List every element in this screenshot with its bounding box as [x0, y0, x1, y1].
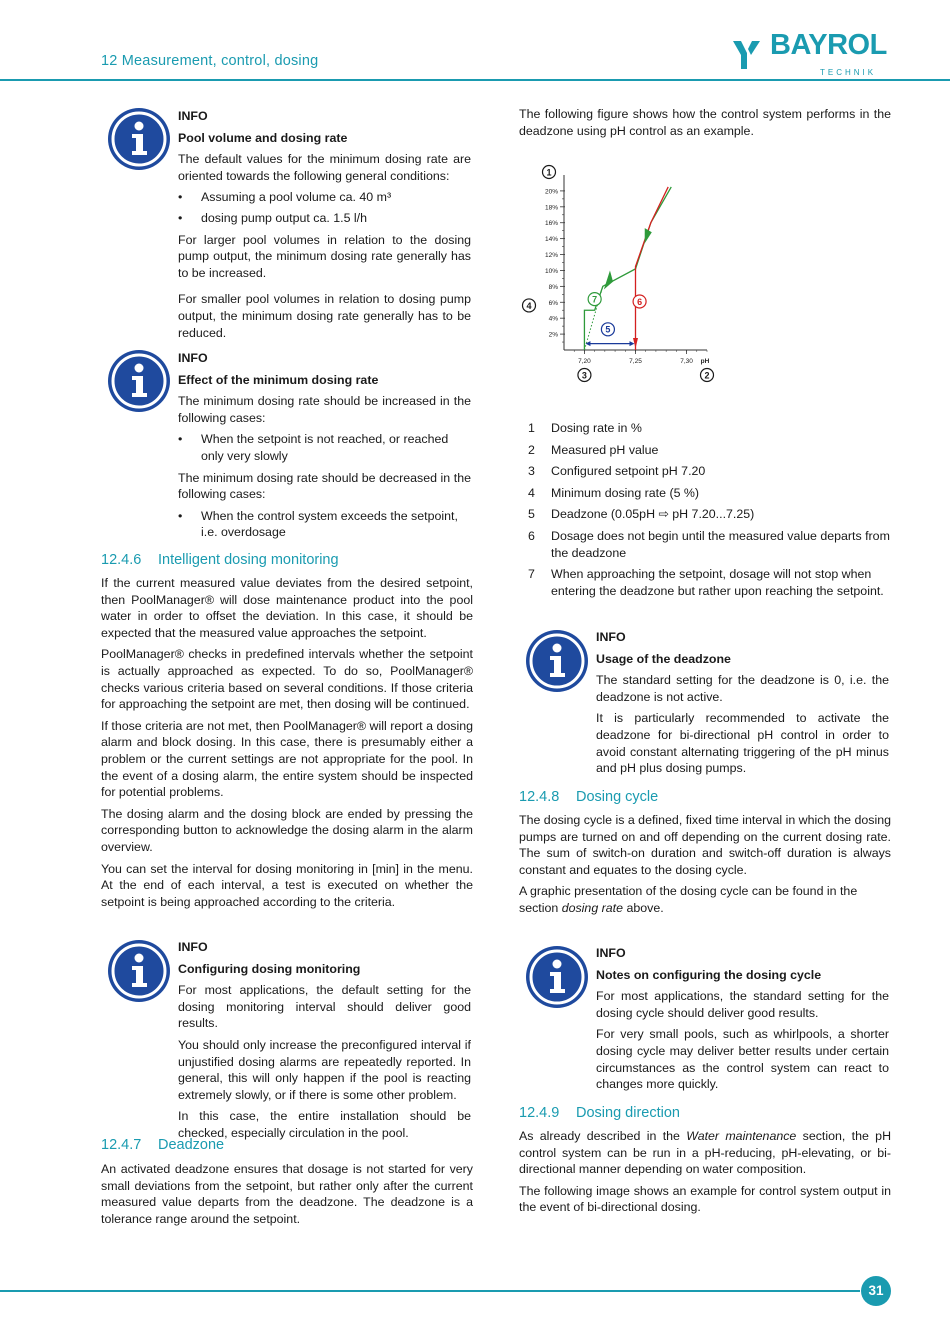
marker-label: 4 — [526, 300, 532, 311]
paragraph — [519, 883, 891, 916]
deadzone-arrow-right — [630, 341, 635, 346]
bayrol-logo — [730, 29, 890, 77]
bullet-list — [178, 189, 471, 226]
text-run: A graphic presentation of the dosing cycle can be found in the section — [519, 884, 858, 915]
paragraph: The following figure shows how the control system performs in the deadzone using pH control as an example. — [519, 107, 891, 138]
marker-label: 7 — [592, 294, 598, 305]
legend-text: Configured setpoint pH 7.20 — [551, 464, 706, 479]
info-icon — [106, 938, 172, 1004]
section-title: Deadzone — [158, 1137, 225, 1153]
list-item: • dosing pump output ca. 1.5 l/h — [178, 210, 471, 227]
deadzone-chart — [517, 160, 717, 400]
marker-label: 3 — [581, 370, 587, 381]
info-paragraph: The minimum dosing rate should be decreased in the following cases: — [178, 470, 471, 502]
section-number: 12.4.7 — [101, 1137, 142, 1153]
section-heading-12-4-7 — [101, 1137, 224, 1154]
legend-item — [528, 420, 898, 437]
paragraph: PoolManager® checks in predefined intervals whether the setpoint is actually approached as expected. To do so, PoolManager® checks various criteria based on several conditions. If those criteria for approaching the setpoint are met, then dosing will be continued. — [101, 647, 473, 712]
emphasis-text: Water maintenance — [686, 1129, 797, 1143]
y-tick-label: 18% — [544, 204, 558, 212]
section-heading-12-4-8 — [519, 789, 658, 806]
marker-label: 1 — [546, 167, 552, 178]
legend-number: 4 — [528, 485, 535, 500]
paragraph — [519, 1128, 891, 1178]
legend-text: Deadzone (0.05pH ⇨ pH 7.20...7.25) — [551, 507, 755, 522]
page-number: 31 — [861, 1276, 891, 1306]
bullet-list — [178, 508, 471, 541]
info-paragraph: For larger pool volumes in relation to the dosing pump output, the minimum dosing rate generally has to be increased. — [178, 232, 471, 280]
section-body-12-4-9 — [519, 1128, 891, 1221]
y-tick-label: 20% — [544, 188, 558, 196]
info-paragraph: The minimum dosing rate should be increased in the following cases: — [178, 394, 471, 425]
text-run: As already described in the — [519, 1129, 687, 1143]
list-item: • When the control system exceeds the setpoint, i.e. overdosage — [178, 508, 471, 541]
arrow-head-falling-lower — [604, 270, 613, 289]
logo-subtitle: TECHNIK — [820, 68, 877, 77]
y-tick-label: 4% — [548, 315, 558, 323]
x-axis-label: pH — [700, 358, 710, 365]
bayrol-logo-icon — [730, 37, 770, 73]
paragraph: The dosing cycle is a defined, fixed time interval in which the dosing pumps are turned on and off depending on the current dosing rate. The sum of switch-on duration and switch-off duration is always constant and equates to the dosing cycle. — [519, 813, 891, 877]
info-paragraph: The standard setting for the deadzone is 0, i.e. the deadzone is not active. — [596, 673, 889, 704]
legend-item — [528, 566, 898, 599]
info-box-min-dosing — [178, 350, 471, 546]
arrow-head-falling-upper — [645, 228, 652, 243]
emphasis-text: dosing rate — [561, 900, 624, 915]
header-divider — [0, 79, 950, 81]
info-paragraph: The default values for the minimum dosing rate are oriented towards the following general conditions: — [178, 152, 471, 183]
legend-number: 6 — [528, 528, 535, 543]
section-title: Intelligent dosing monitoring — [158, 552, 339, 568]
paragraph: If the current measured value deviates from the desired setpoint, then PoolManager® will dose maintenance product into the pool water in order to offset the deviation. In this case, it should be expected that the measured value approaches the setpoint. — [101, 576, 473, 640]
info-box-dosing-monitoring — [178, 939, 471, 1147]
paragraph: An activated deadzone ensures that dosage is not started for very small deviations from the setpoint, but rather only after the current measured value departs from the deadzone. The deadzone is a tolerance range around the setpoint. — [101, 1162, 473, 1226]
section-body-12-4-8 — [519, 812, 891, 922]
y-tick-label: 6% — [548, 299, 558, 307]
page-header-title: 12 Measurement, control, dosing — [101, 53, 319, 69]
x-tick-label: 7,30 — [680, 358, 693, 365]
legend-text: Dosage does not begin until the measured value departs from the deadzone — [551, 528, 890, 560]
info-paragraph: You should only increase the preconfigured interval if unjustified dosing alarms are repeatedly reported. In general, this will only happen if the pool is reacting extremely slowly, or if there is some other problem. — [178, 1037, 471, 1102]
info-icon — [106, 106, 172, 172]
y-tick-label: 12% — [544, 252, 558, 260]
info-box-dosing-cycle — [596, 945, 889, 1098]
section-title: Dosing cycle — [576, 789, 659, 805]
legend-text: Dosing rate in % — [551, 421, 642, 435]
legend-number: 1 — [528, 421, 535, 435]
info-heading: Notes on configuring the dosing cycle — [596, 967, 822, 982]
chart-intro — [519, 106, 891, 144]
legend-text: When approaching the setpoint, dosage will not stop when entering the deadzone but rather upon reaching the setpoint. — [551, 567, 884, 598]
section-title: Dosing direction — [576, 1105, 680, 1121]
section-body-12-4-7 — [101, 1161, 473, 1232]
legend-text: Minimum dosing rate (5 %) — [551, 485, 700, 500]
y-tick-label: 2% — [548, 331, 558, 339]
series-line-rising — [636, 187, 669, 350]
legend-number: 2 — [528, 442, 535, 457]
info-icon — [106, 348, 172, 414]
info-label: INFO — [596, 946, 626, 960]
paragraph: If those criteria are not met, then PoolManager® will report a dosing alarm and block dosing. In this case, there is presumably either a problem or the current settings are not appropriate for the pool. In the event of a dosing alarm, the entire system should be inspected for potential problems. — [101, 718, 473, 800]
legend-number: 7 — [528, 567, 535, 582]
y-tick-label: 8% — [548, 283, 558, 291]
y-tick-label: 16% — [544, 220, 558, 228]
series-line-falling — [584, 187, 671, 350]
info-heading: Effect of the minimum dosing rate — [178, 372, 379, 387]
paragraph: The following image shows an example for control system output in the event of bi-directional dosing. — [519, 1183, 891, 1215]
y-tick-label: 10% — [544, 267, 558, 275]
section-number: 12.4.9 — [519, 1105, 560, 1121]
arrow-head-rising — [633, 338, 638, 348]
x-tick-label: 7,20 — [578, 358, 591, 365]
info-heading: Pool volume and dosing rate — [178, 130, 348, 145]
info-heading: Usage of the deadzone — [596, 651, 731, 666]
paragraph: You can set the interval for dosing monitoring in [min] in the menu. At the end of each interval, a test is executed on whether the setpoint is being approached according to the criteria. — [101, 861, 473, 909]
info-paragraph: In this case, the entire installation should be checked, especially circulation in the pool. — [178, 1109, 471, 1140]
info-paragraph: For smaller pool volumes in relation to dosing pump output, the minimum dosing rate generally has to be reduced. — [178, 292, 471, 340]
section-body-12-4-6 — [101, 575, 473, 915]
info-paragraph: It is particularly recommended to activate the deadzone for bi-directional pH control in order to avoid constant alternating triggering of the pH minus and pH plus dosing pumps. — [596, 711, 889, 776]
info-icon — [524, 628, 590, 694]
marker-label: 5 — [605, 324, 611, 335]
section-heading-12-4-6 — [101, 552, 339, 569]
legend-text: Measured pH value — [551, 442, 659, 457]
legend-item — [528, 463, 898, 480]
list-item: • Assuming a pool volume ca. 40 m³ — [178, 189, 471, 206]
y-tick-label: 14% — [544, 236, 558, 244]
info-label: INFO — [178, 940, 208, 954]
legend-number: 5 — [528, 507, 535, 522]
info-heading: Configuring dosing monitoring — [178, 961, 361, 976]
logo-wordmark: BAYROL — [770, 29, 887, 61]
text-run: section, the pH control system can be run in a pH-reducing, pH-elevating, or bi-directional manner depending on water composition. — [519, 1129, 892, 1177]
paragraph: The dosing alarm and the dosing block are ended by pressing the corresponding button to acknowledge the dosing alarm in the alarm overview. — [101, 806, 473, 854]
info-paragraph: For very small pools, such as whirlpools, a shorter dosing cycle may deliver better results under certain circumstances as the control system can react to changes more quickly. — [596, 1027, 889, 1092]
chart-legend — [528, 420, 898, 604]
info-label: INFO — [596, 630, 626, 644]
marker-label: 2 — [704, 370, 710, 381]
footer-divider — [0, 1290, 860, 1292]
legend-item — [528, 485, 898, 502]
list-item: • When the setpoint is not reached, or reached only very slowly — [178, 431, 471, 464]
info-icon — [524, 944, 590, 1010]
text-run: above. — [623, 900, 664, 915]
section-number: 12.4.8 — [519, 789, 560, 805]
legend-item — [528, 442, 898, 459]
x-tick-label: 7,25 — [629, 358, 642, 365]
legend-number: 3 — [528, 464, 535, 479]
legend-item — [528, 528, 898, 561]
info-paragraph: For most applications, the standard setting for the dosing cycle should deliver good results. — [596, 989, 889, 1020]
section-number: 12.4.6 — [101, 552, 142, 568]
legend-item — [528, 506, 898, 523]
marker-label: 6 — [637, 296, 643, 307]
info-paragraph: For most applications, the default setting for the dosing monitoring interval should deliver good results. — [178, 983, 471, 1031]
info-box-deadzone-usage — [596, 629, 889, 782]
section-heading-12-4-9 — [519, 1105, 680, 1122]
info-box-pool-volume — [178, 108, 471, 346]
bullet-list — [178, 431, 471, 464]
info-label: INFO — [178, 351, 208, 365]
info-label: INFO — [178, 109, 208, 123]
